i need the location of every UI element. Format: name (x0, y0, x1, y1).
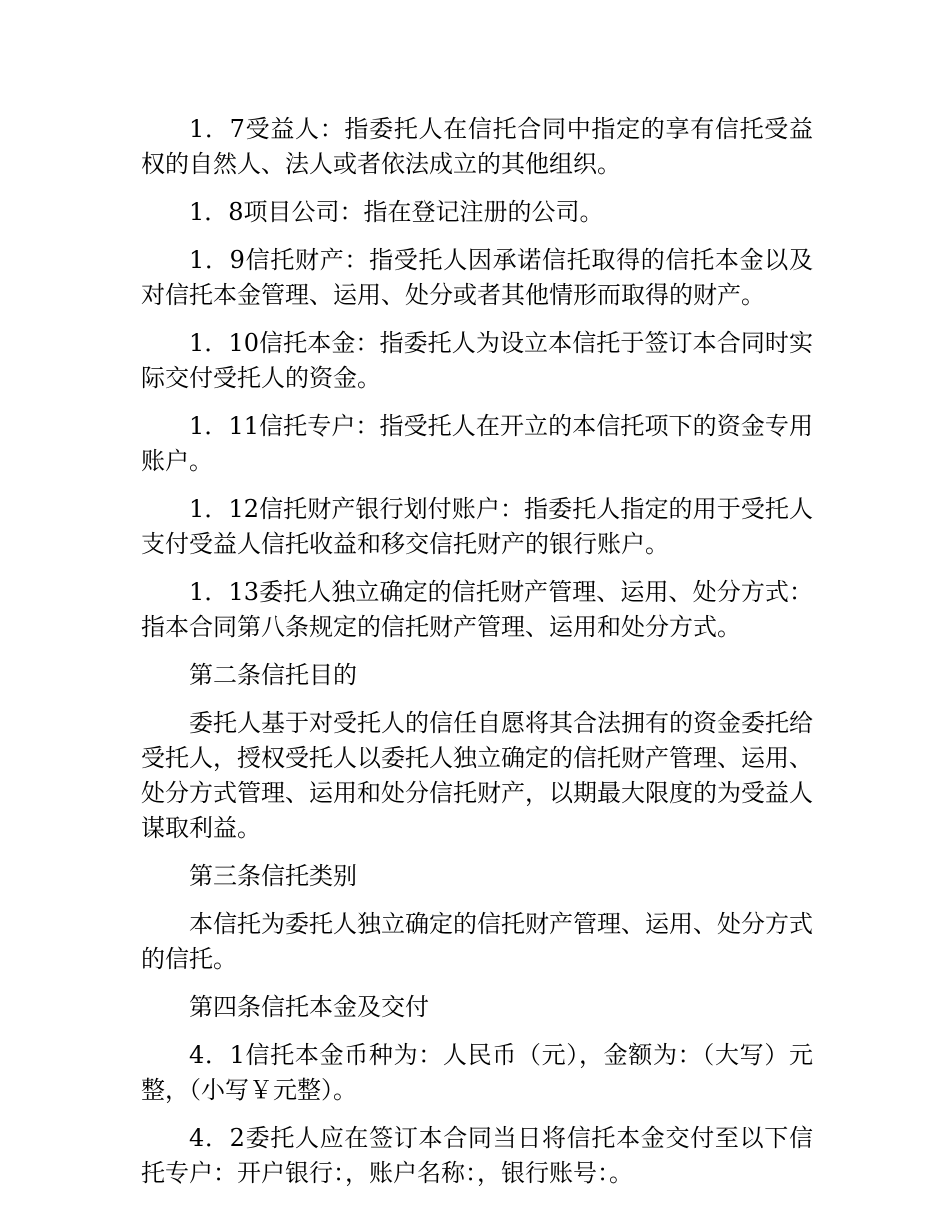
article-3-heading: 第三条信托类别 (189, 862, 357, 890)
clause-1-9-trust-property: 1．9信托财产：指受托人因承诺信托取得的信托本金以及对信托本金管理、运用、处分或者其他情形而取得的财产。 (141, 246, 813, 309)
clause-1-13-management-method: 1．13委托人独立确定的信托财产管理、运用、处分方式：指本合同第八条规定的信托财产管理、运用和处分方式。 (141, 578, 813, 641)
article-2-body: 委托人基于对受托人的信任自愿将其合法拥有的资金委托给受托人，授权受托人以委托人独立确定的信托财产管理、运用、处分方式管理、运用和处分信托财产，以期最大限度的为受益人谋取利益。 (141, 709, 813, 842)
clause-1-8-project-company: 1．8项目公司：指在登记注册的公司。 (189, 198, 604, 226)
clause-1-12-bank-transfer-account: 1．12信托财产银行划付账户：指委托人指定的用于受托人支付受益人信托收益和移交信托财产的银行账户。 (141, 495, 813, 558)
clause-4-1-principal-amount: 4．1信托本金币种为：人民币（元），金额为：（大写）元整，（小写￥元整）。 (141, 1041, 813, 1104)
clause-1-10-trust-principal: 1．10信托本金：指委托人为设立本信托于签订本合同时实际交付受托人的资金。 (141, 329, 813, 392)
document-body (141, 112, 813, 1204)
clause-4-2-principal-delivery: 4．2委托人应在签订本合同当日将信托本金交付至以下信托专户：开户银行：，账户名称：，银行账号：。 (141, 1124, 813, 1187)
article-3-body: 本信托为委托人独立确定的信托财产管理、运用、处分方式的信托。 (141, 910, 813, 973)
clause-1-11-trust-account: 1．11信托专户：指受托人在开立的本信托项下的资金专用账户。 (141, 412, 813, 475)
article-2-heading: 第二条信托目的 (189, 661, 357, 689)
clause-1-7-beneficiary: 1．7受益人：指委托人在信托合同中指定的享有信托受益权的自然人、法人或者依法成立的其他组织。 (141, 115, 813, 178)
article-4-heading: 第四条信托本金及交付 (189, 993, 429, 1021)
